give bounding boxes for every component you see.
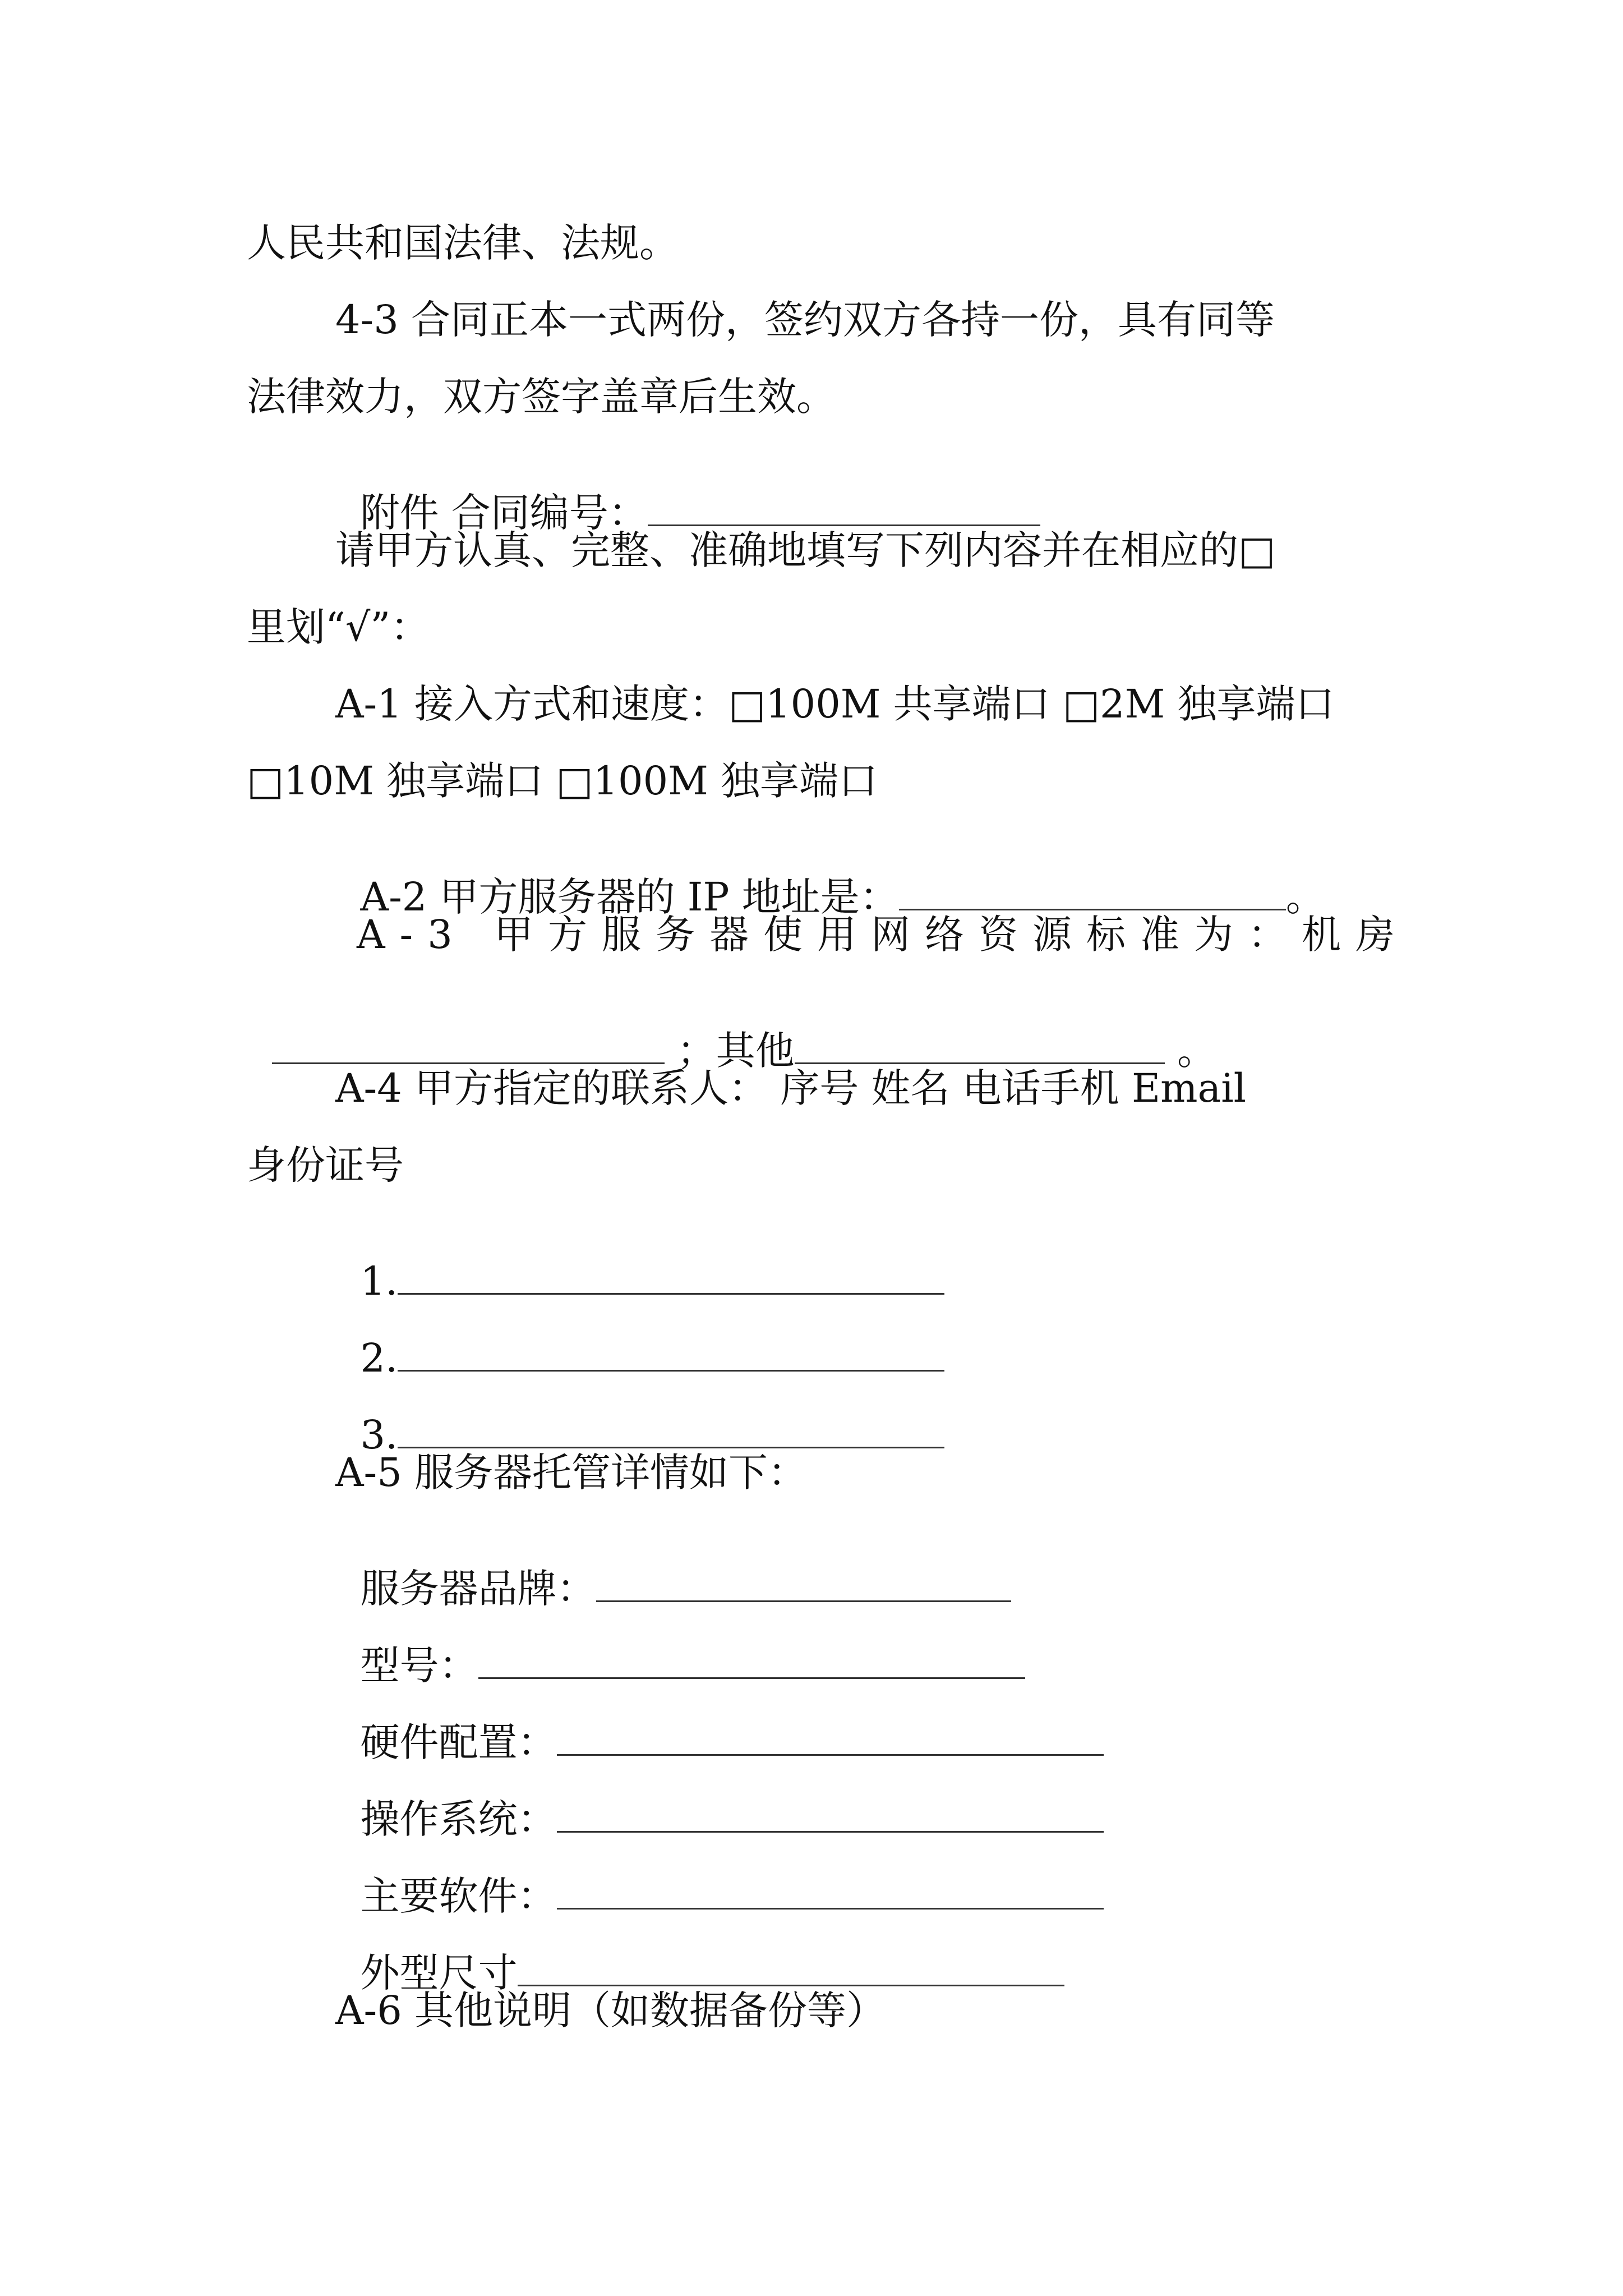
a3-period: 。 <box>1164 1028 1217 1074</box>
attachment-label: 附件 合同编号： <box>360 490 648 536</box>
contact-3-blank[interactable] <box>398 1421 944 1448</box>
clause-4-3-cont: 法律效力，双方签字盖章后生效。 <box>247 374 836 420</box>
item-a1-access-speed: A-1 接入方式和速度：□100M 共享端口 □2M 独享端口 <box>335 681 1335 727</box>
operating-system-blank[interactable] <box>557 1805 1104 1833</box>
hardware-config-label: 硬件配置： <box>360 1719 557 1765</box>
dimensions-blank[interactable] <box>518 1959 1064 1986</box>
item-a3-network-standard-cont <box>247 992 1217 1074</box>
ip-period: 。 <box>1285 874 1325 920</box>
server-brand-label: 服务器品牌： <box>360 1566 596 1612</box>
item-a5-hosting-details: A-5 服务器托管详情如下： <box>335 1450 807 1496</box>
contact-row-3 <box>335 1376 944 1458</box>
contact-1-blank[interactable] <box>398 1267 944 1295</box>
instruction-line: 请甲方认真、完整、准确地填写下列内容并在相应的□ <box>335 527 1276 573</box>
contact-row-2 <box>335 1299 944 1381</box>
machine-room-blank[interactable] <box>272 1037 665 1064</box>
operating-system-row <box>335 1760 1104 1842</box>
contact-number-2: 2. <box>360 1335 398 1381</box>
other-blank[interactable] <box>795 1037 1165 1064</box>
contact-2-blank[interactable] <box>398 1344 944 1372</box>
hardware-config-row <box>335 1683 1104 1765</box>
server-brand-row <box>335 1530 1011 1612</box>
item-a4-contacts-cont: 身份证号 <box>247 1142 404 1188</box>
model-row <box>335 1607 1025 1688</box>
ip-label: A-2 甲方服务器的 IP 地址是： <box>360 874 899 920</box>
contact-number-3: 3. <box>360 1412 398 1458</box>
item-a1-access-speed-cont: □10M 独享端口 □100M 独享端口 <box>247 758 878 804</box>
item-a6-other-notes: A-6 其他说明（如数据备份等） <box>335 1987 886 2033</box>
contact-number-1: 1. <box>360 1258 398 1304</box>
item-a4-contacts: A-4 甲方指定的联系人： 序号 姓名 电话手机 Email <box>335 1065 1246 1111</box>
main-software-label: 主要软件： <box>360 1873 557 1919</box>
attachment-contract-number <box>335 454 1040 536</box>
clause-4-3: 4-3 合同正本一式两份，签约双方各持一份，具有同等 <box>335 297 1275 343</box>
operating-system-label: 操作系统： <box>360 1796 557 1842</box>
instruction-line-cont: 里划“√”： <box>247 604 430 650</box>
ip-address-blank[interactable] <box>899 883 1286 910</box>
model-label: 型号： <box>360 1642 478 1688</box>
main-software-row <box>335 1837 1104 1919</box>
dimensions-label: 外型尺寸 <box>360 1950 518 1996</box>
server-brand-blank[interactable] <box>596 1575 1011 1602</box>
contract-number-blank[interactable] <box>648 499 1040 526</box>
model-blank[interactable] <box>478 1651 1025 1679</box>
item-a3-network-standard: A-3 甲方服务器使用网络资源标准为：机房 <box>357 912 1409 958</box>
other-label: ；其他 <box>664 1028 795 1074</box>
main-software-blank[interactable] <box>557 1882 1104 1910</box>
text-line-1: 人民共和国法律、法规。 <box>247 220 679 266</box>
item-a2-ip-address <box>335 838 1325 920</box>
contact-row-1 <box>335 1222 944 1304</box>
dimensions-row <box>335 1914 1064 1996</box>
hardware-config-blank[interactable] <box>557 1728 1104 1756</box>
